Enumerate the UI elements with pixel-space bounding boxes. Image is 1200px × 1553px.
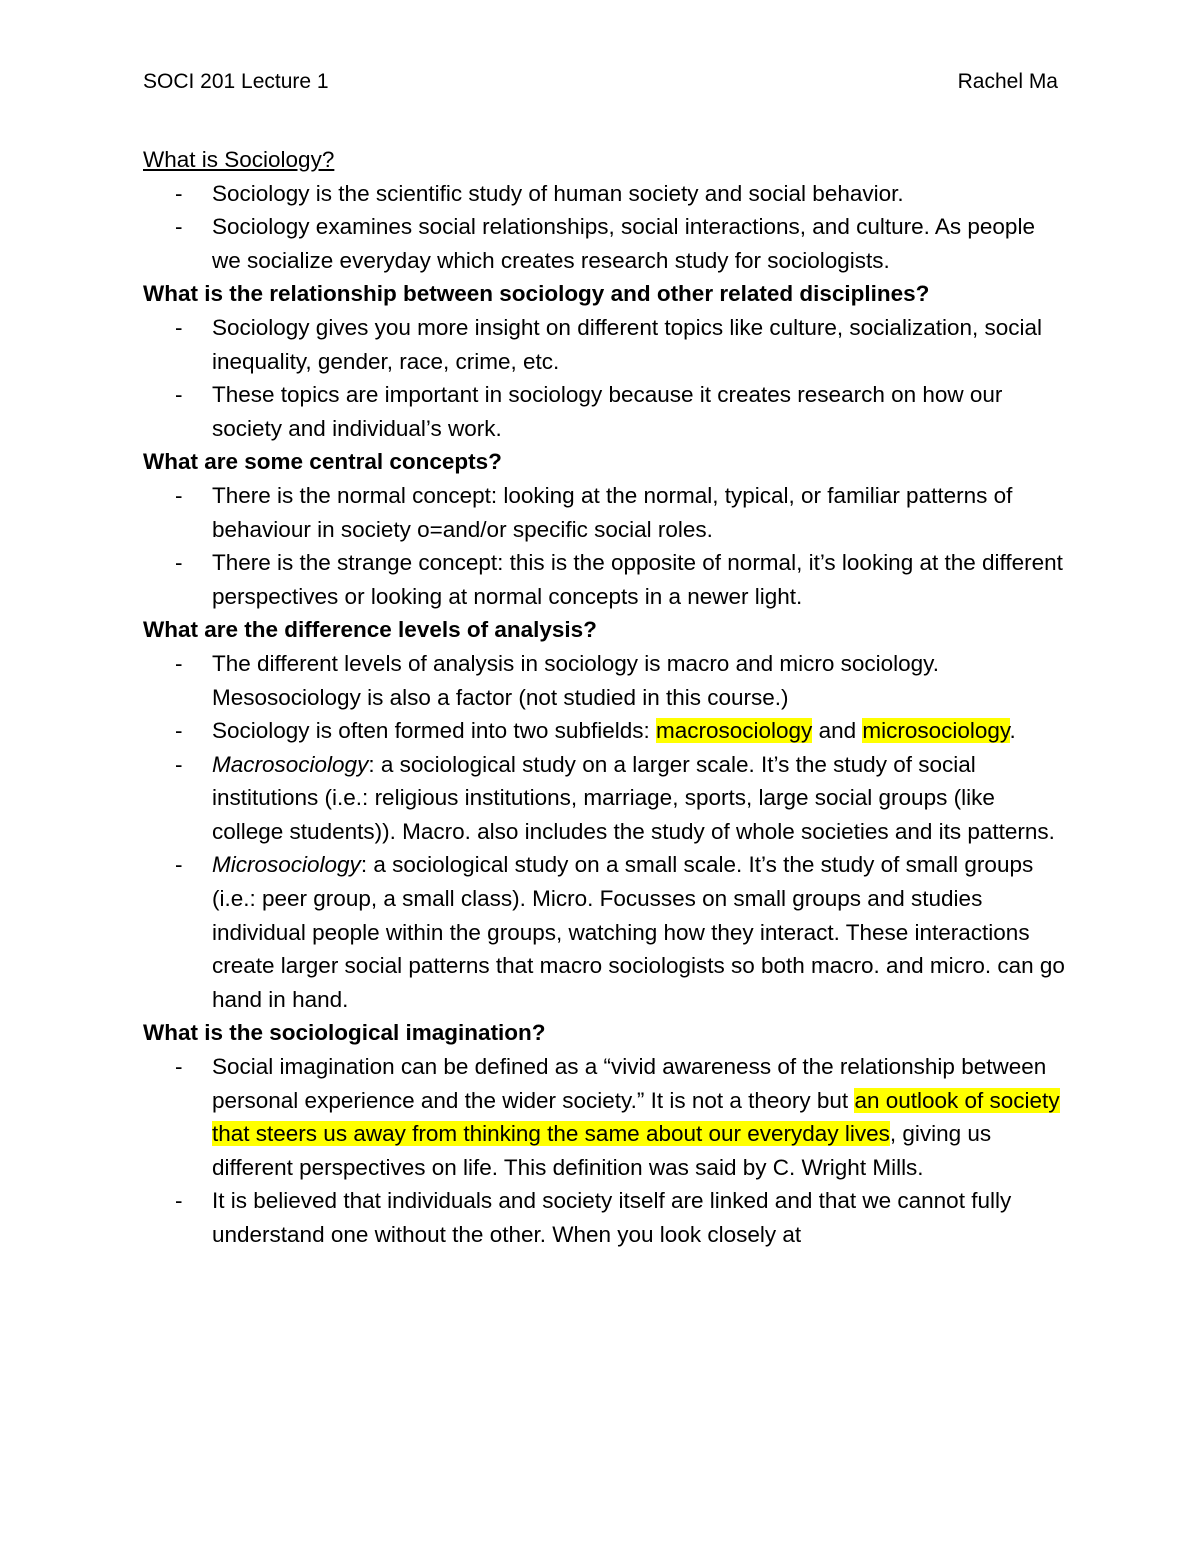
bullet-item: [143, 848, 1068, 1016]
highlighted-term: microsociology: [862, 718, 1010, 744]
dash-marker: -: [175, 314, 183, 340]
italic-term: Microsociology: [212, 852, 361, 878]
dash-marker: -: [175, 1054, 183, 1080]
bullet-item: [143, 1050, 1068, 1184]
bullet-text: There is the strange concept: this is the opposite of normal, it’s looking at the different perspectives or looking at normal concepts in a newer light.: [212, 550, 1063, 609]
dash-marker: -: [175, 751, 183, 777]
section-heading: What are some central concepts?: [143, 449, 502, 475]
bullet-item: [143, 714, 1068, 748]
bullet-text: : a sociological study on a small scale. It’s the study of small groups (i.e.: peer group, a small class). Micro. Focusses on small groups and studies individual people within the groups, watching how they interact. These interactions create larger social patterns that macro sociologists so both macro. and micro. can go hand in hand.: [212, 852, 1065, 1012]
section-heading: What are the difference levels of analysis?: [143, 617, 597, 643]
bullet-item: [143, 748, 1068, 849]
bullet-text: The different levels of analysis in sociology is macro and micro sociology. Mesosociology is also a factor (not studied in this course.): [212, 650, 939, 710]
bullet-text: There is the normal concept: looking at the normal, typical, or familiar patterns of behaviour in society o=and/or specific social roles.: [212, 482, 1013, 542]
lecture-notes: [143, 143, 1068, 1252]
section-heading: What is the sociological imagination?: [143, 1020, 546, 1046]
dash-marker: -: [175, 180, 183, 206]
dash-marker: -: [175, 382, 183, 408]
highlighted-phrase: an outlook of society that steers us away from thinking the same about our everyday lives: [212, 1087, 1060, 1147]
bullet-text: Sociology is the scientific study of human society and social behavior.: [212, 180, 904, 206]
section-heading: What is Sociology?: [143, 147, 335, 172]
bullet-list: [143, 1050, 1068, 1252]
dash-marker: -: [175, 718, 183, 744]
bullet-item: [143, 546, 1068, 613]
bullet-item: [143, 311, 1068, 378]
section-levels-of-analysis: [143, 613, 1068, 1016]
section-related-disciplines: [143, 277, 1068, 445]
dash-marker: -: [175, 482, 183, 508]
bullet-text: and: [812, 718, 863, 744]
bullet-list: [143, 647, 1068, 1017]
bullet-text: These topics are important in sociology because it creates research on how our society and individual’s work.: [212, 382, 1003, 441]
page-header: [143, 70, 1058, 100]
bullet-text: It is believed that individuals and society itself are linked and that we cannot fully understand one without the other. When you look closely at: [212, 1188, 1012, 1247]
bullet-text: : a sociological study on a larger scale. It’s the study of social institutions (i.e.: religious institutions, marriage, sports, large social groups (like college students)). Macro. also includes the study of whole societies and its patterns.: [212, 751, 1055, 844]
bullet-text: Sociology is often formed into two subfields:: [212, 718, 656, 744]
section-what-is-sociology: [143, 143, 1068, 277]
dash-marker: -: [175, 214, 183, 240]
bullet-item: [143, 210, 1068, 277]
italic-term: Macrosociology: [212, 751, 369, 777]
bullet-text: , giving us different perspectives on life. This definition was said by C. Wright Mills.: [212, 1121, 992, 1180]
bullet-text: .: [1009, 718, 1016, 744]
bullet-list: [143, 177, 1068, 278]
section-sociological-imagination: [143, 1016, 1068, 1251]
bullet-text: Sociology gives you more insight on different topics like culture, socialization, social inequality, gender, race, crime, etc.: [212, 314, 1043, 374]
bullet-item: [143, 177, 1068, 211]
bullet-item: [143, 1184, 1068, 1251]
section-central-concepts: [143, 445, 1068, 613]
bullet-text: Social imagination can be defined as a “vivid awareness of the relationship between personal experience and the wider society.” It is not a theory but: [212, 1054, 1047, 1113]
bullet-item: [143, 647, 1068, 714]
dash-marker: -: [175, 550, 183, 576]
bullet-list: [143, 311, 1068, 445]
course-title: SOCI 201 Lecture 1: [143, 70, 329, 93]
bullet-text: Sociology examines social relationships, social interactions, and culture. As people we socialize everyday which creates research study for sociologists.: [212, 214, 1035, 273]
bullet-item: [143, 378, 1068, 445]
section-heading: What is the relationship between sociology and other related disciplines?: [143, 281, 930, 307]
dash-marker: -: [175, 650, 183, 676]
dash-marker: -: [175, 1188, 183, 1214]
author-name: Rachel Ma: [957, 70, 1058, 93]
bullet-item: [143, 479, 1068, 546]
highlighted-term: macrosociology: [655, 718, 813, 744]
bullet-list: [143, 479, 1068, 613]
dash-marker: -: [175, 852, 183, 878]
